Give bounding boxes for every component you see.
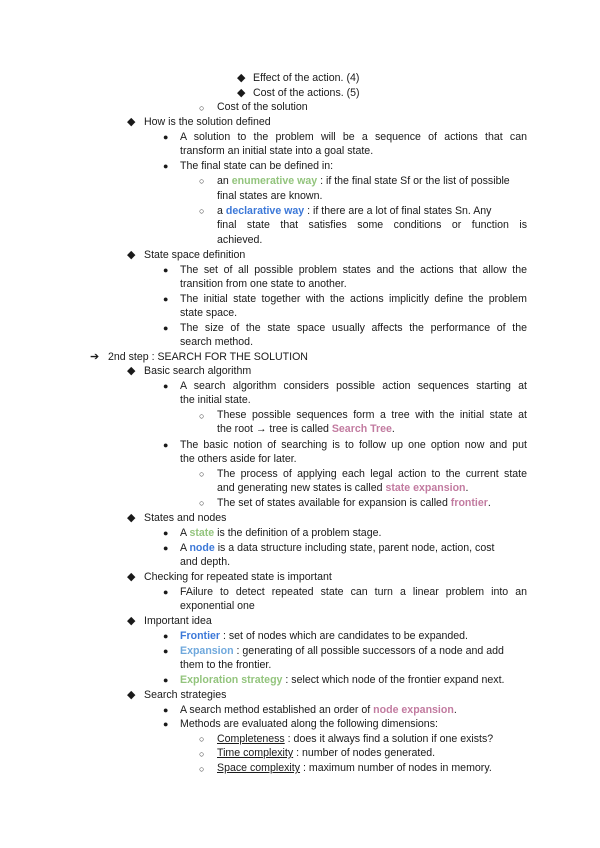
keyword-highlight: state expansion <box>385 482 466 494</box>
text-line: Space complexity : maximum number of nodes in memory. <box>217 762 492 774</box>
circle-bullet-icon: ○ <box>199 176 205 186</box>
underlined-term: Time complexity <box>217 747 294 759</box>
dot-bullet-icon: ● <box>163 161 169 171</box>
circle-bullet-icon: ○ <box>199 749 205 759</box>
circle-bullet-icon: ○ <box>199 764 205 774</box>
dot-bullet-icon: ● <box>163 543 169 553</box>
text-line: final states are known. <box>217 190 323 202</box>
diamond-bullet-icon: ◆ <box>127 689 136 701</box>
diamond-bullet-icon: ◆ <box>237 72 246 84</box>
keyword-highlight: Exploration strategy <box>180 674 283 686</box>
keyword-highlight: Expansion <box>180 645 234 657</box>
underlined-term: Completeness <box>217 733 285 745</box>
text-line: The final state can be defined in: <box>180 160 334 172</box>
circle-bullet-icon: ○ <box>199 498 205 508</box>
dot-bullet-icon: ● <box>163 705 169 715</box>
section-heading: How is the solution defined <box>144 116 271 128</box>
text-line: and generating new states is called state expansion. <box>217 482 469 494</box>
text-line: an enumerative way : if the final state Sf or the list of possible <box>217 175 510 187</box>
keyword-highlight: frontier <box>450 497 488 509</box>
text-line: the initial state. <box>180 394 251 406</box>
text-line: Completeness : does it always find a solution if one exists? <box>217 733 494 745</box>
text-line: Cost of the solution <box>217 101 308 113</box>
dot-bullet-icon: ● <box>163 381 169 391</box>
dot-bullet-icon: ● <box>163 719 169 729</box>
text-line: the others aside for later. <box>180 453 297 465</box>
text-line: The set of all possible problem states and the actions that allow the <box>180 264 527 276</box>
dot-bullet-icon: ● <box>163 294 169 304</box>
text-line: transform an initial state into a goal state. <box>180 145 374 157</box>
text-line: Cost of the actions. (5) <box>253 87 360 99</box>
text-line: Exploration strategy : select which node of the frontier expand next. <box>180 674 505 686</box>
text-line: Frontier : set of nodes which are candidates to be expanded. <box>180 630 468 642</box>
keyword-highlight: Frontier <box>180 630 221 642</box>
text-line: them to the frontier. <box>180 659 272 671</box>
diamond-bullet-icon: ◆ <box>127 512 136 524</box>
dot-bullet-icon: ● <box>163 265 169 275</box>
dot-bullet-icon: ● <box>163 132 169 142</box>
text-line: Methods are evaluated along the following dimensions: <box>180 718 438 730</box>
dot-bullet-icon: ● <box>163 323 169 333</box>
diamond-bullet-icon: ◆ <box>127 571 136 583</box>
circle-bullet-icon: ○ <box>199 411 205 421</box>
dot-bullet-icon: ● <box>163 587 169 597</box>
text-line: a declarative way : if there are a lot of final states Sn. Any <box>217 205 492 217</box>
text-line: These possible sequences form a tree with the initial state at <box>217 409 527 421</box>
diamond-bullet-icon: ◆ <box>237 87 246 99</box>
text-line: search method. <box>180 336 254 348</box>
dot-bullet-icon: ● <box>163 631 169 641</box>
section-heading: State space definition <box>144 249 246 261</box>
arrow-bullet-icon: ➔ <box>90 351 100 363</box>
text-line: exponential one <box>180 600 255 612</box>
dot-bullet-icon: ● <box>163 646 169 656</box>
section-heading: States and nodes <box>144 512 227 524</box>
keyword-highlight: Search Tree <box>331 423 392 435</box>
text-line: achieved. <box>217 234 263 246</box>
circle-bullet-icon: ○ <box>199 103 205 113</box>
text-line: The size of the state space usually affects the performance of the <box>180 322 527 334</box>
text-line: A search algorithm considers possible action sequences starting at <box>180 380 527 392</box>
text-line: Expansion : generating of all possible successors of a node and add <box>180 645 504 657</box>
text-line: The set of states available for expansion is called frontier. <box>217 497 491 509</box>
text-line: A node is a data structure including state, parent node, action, cost <box>180 542 495 554</box>
keyword-highlight: node expansion <box>373 704 454 716</box>
step-heading: 2nd step : SEARCH FOR THE SOLUTION <box>108 351 308 363</box>
text-line: final state that satisfies some conditions or function is <box>217 219 527 231</box>
diamond-bullet-icon: ◆ <box>127 249 136 261</box>
dot-bullet-icon: ● <box>163 528 169 538</box>
keyword-highlight: enumerative way <box>231 175 318 187</box>
diamond-bullet-icon: ◆ <box>127 116 136 128</box>
text-line: The basic notion of searching is to follow up one option now and put <box>180 439 527 451</box>
text-line: A solution to the problem will be a sequence of actions that can <box>180 131 527 143</box>
text-line: The process of applying each legal action to the current state <box>217 468 527 480</box>
text-line: the root → tree is called Search Tree. <box>217 423 395 435</box>
section-heading: Checking for repeated state is important <box>144 571 332 583</box>
keyword-highlight: node <box>189 542 215 554</box>
text-line: A state is the definition of a problem stage. <box>180 527 382 539</box>
keyword-highlight: state <box>189 527 215 539</box>
text-line: Time complexity : number of nodes generated. <box>217 747 436 759</box>
text-line: Effect of the action. (4) <box>253 72 360 84</box>
text-line: state space. <box>180 307 238 319</box>
section-heading: Basic search algorithm <box>144 365 252 377</box>
circle-bullet-icon: ○ <box>199 206 205 216</box>
dot-bullet-icon: ● <box>163 675 169 685</box>
diamond-bullet-icon: ◆ <box>127 365 136 377</box>
circle-bullet-icon: ○ <box>199 469 205 479</box>
section-heading: Search strategies <box>144 689 227 701</box>
text-line: and depth. <box>180 556 231 568</box>
dot-bullet-icon: ● <box>163 440 169 450</box>
keyword-highlight: declarative way <box>225 205 305 217</box>
diamond-bullet-icon: ◆ <box>127 615 136 627</box>
text-line: A search method established an order of node expansion. <box>180 704 457 716</box>
circle-bullet-icon: ○ <box>199 734 205 744</box>
text-line: FAilure to detect repeated state can turn a linear problem into an <box>180 586 527 598</box>
text-line: transition from one state to another. <box>180 278 347 290</box>
text-line: The initial state together with the actions implicitly define the problem <box>180 293 527 305</box>
underlined-term: Space complexity <box>217 762 301 774</box>
section-heading: Important idea <box>144 615 212 627</box>
